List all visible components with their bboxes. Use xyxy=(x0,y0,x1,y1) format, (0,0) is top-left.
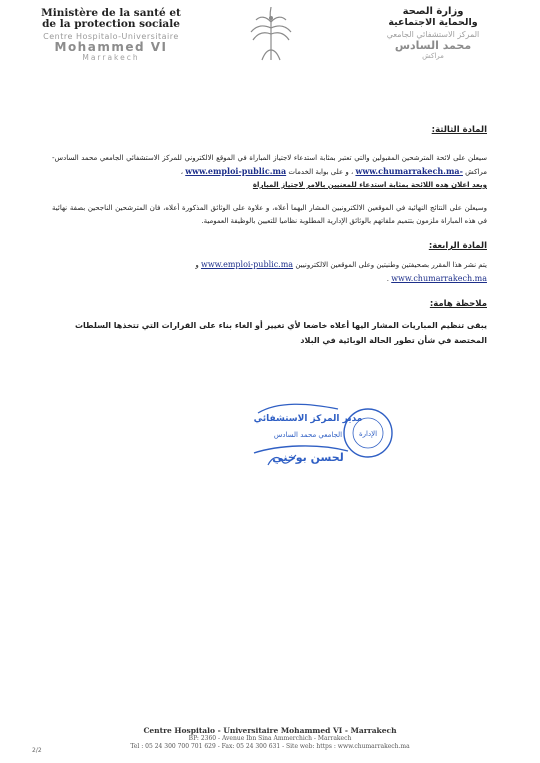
center-ar-name: محمد السادس xyxy=(394,39,472,52)
header-arabic xyxy=(344,6,522,61)
center-line: Centre Hospitalo-Universitaire xyxy=(43,32,179,41)
article3-p1-bold: ويعد اعلان هده اللائحة بمثابة استدعاء للمعنيين بالامر لاجتياز المباراة xyxy=(252,181,487,189)
header-french xyxy=(22,8,200,62)
article4-paragraph xyxy=(52,258,487,286)
chumarrakech-link[interactable]: www.chumarrakech.ma- xyxy=(355,166,463,176)
ministry-line2: de la protection sociale xyxy=(42,18,180,30)
article4-text: يتم نشر هذا المقرر بصحيفتين وطنيتين وعلى الموقعين الالكترونيين xyxy=(295,261,487,269)
ministry-line1: Ministère de la santé et xyxy=(41,7,181,19)
article3-paragraph2: وسيعلن على النتائج النهائية في الموقعين الالكترونيين المشار اليهما أعلاه، و علاوة على الوثائق المذكورة أعلاه، فان المترشحين الناجحين بصفة نهائية في هذه المباراة ملزمون بتتميم ملفاتهم بالوثائق الإدارية المطلوبة نظاميا للتعيين بالوظيفة العمومية. xyxy=(52,204,487,225)
emploi-public-link-2[interactable]: www.emploi-public.ma xyxy=(200,260,294,269)
document-body xyxy=(52,124,487,348)
page-number: 2/2 xyxy=(32,747,42,754)
article3-p1-mid: ، و على بوابة الخدمات xyxy=(288,168,354,176)
article4-and: و xyxy=(195,261,199,269)
chumarrakech-link-2[interactable]: www.chumarrakech.ma xyxy=(391,274,487,283)
footer-line3: Tel : 05 24 300 700 701 629 - Fax: 05 24 300 631 - Site web: https : www.chumarrakech.ma xyxy=(130,742,410,750)
article3-paragraph1 xyxy=(52,152,487,192)
emploi-public-link[interactable]: www.emploi-public.ma xyxy=(185,166,287,176)
official-stamp-icon xyxy=(238,395,398,490)
article3-title: المادة الثالثة: xyxy=(431,125,487,135)
stamp-line1: مدير المركز الاستشفائي xyxy=(253,414,363,424)
article3-p1-end: ، xyxy=(180,168,183,176)
note-paragraph: يبقى تنظيم المباريات المشار اليها أعلاه خاضعا لأي تغيير أو الغاء بناء على القرارات التي تتخذها السلطات المختصة في شأن تطور الحالة الوبائية في البلاد xyxy=(75,321,487,345)
center-ar-line: المركز الاستشفائي الجامعي xyxy=(386,30,480,39)
ministry-ar-line1: وزارة الصحة xyxy=(402,6,464,17)
page-footer xyxy=(60,726,480,750)
article4-title: المادة الرابعة: xyxy=(428,241,487,251)
stamp-seal-text: الإدارة xyxy=(358,430,378,438)
note-title: ملاحظة هامة: xyxy=(429,299,487,309)
center-ar-city: مراكش xyxy=(422,52,444,60)
stamp-signature-name: لحسن بوخني xyxy=(272,451,344,464)
article4-end: . xyxy=(386,275,389,283)
stamp-line2: الجامعي محمد السادس xyxy=(273,431,343,439)
ministry-logo-icon xyxy=(248,6,294,62)
footer-line2: BP: 2360 - Avenue Ibn Sina Ammerchich - Marrakech xyxy=(188,735,352,742)
footer-line1: Centre Hospitalo - Universitaire Mohammed VI - Marrakech xyxy=(143,726,397,735)
center-name: Mohammed VI xyxy=(54,40,168,54)
article3-p1-text: سيعلن على لائحة المترشحين المقبولين والتي تعتبر بمثابة استدعاء لاجتياز المباراة في الموقع الالكتروني للمركز الاستشفائي الجامعي محمد السادس-مراكش xyxy=(52,154,487,176)
center-city: Marrakech xyxy=(82,53,140,62)
ministry-ar-line2: والحماية الاجتماعية xyxy=(388,17,478,28)
